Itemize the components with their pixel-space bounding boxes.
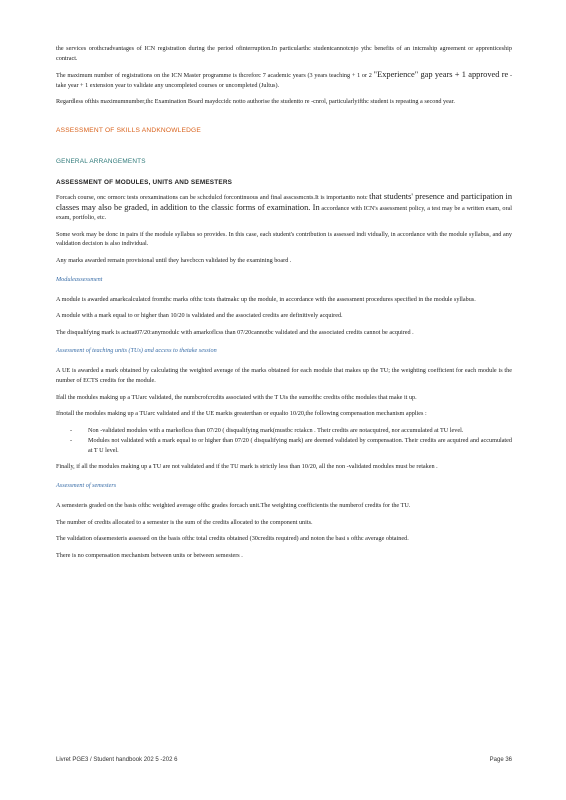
- paragraph-disqualifying-mark: The disqualifying mark is actuat07/20:anymodulc with amarkoflcss than 07/20cannotbc validated and the associated credits cannot be acquired .: [56, 328, 414, 336]
- paragraph-retake: Finally, if all the modules making up a TU are not validated and if the TU mark is strictly less than 10/20, all the non -validated modules must be retaken .: [56, 463, 438, 471]
- page-number: Page 36: [489, 757, 512, 763]
- footer-handbook-title: Livret PGE3 / Student handbook 202 5 -202 6: [56, 757, 178, 763]
- document-page: [56, 44, 512, 567]
- list-item: - Non -validated modules with a markoflcss than 07/20 ( disqualifying mark(mustbc rctakcn . Their credits are notacquired, nor accumulated at TU level.: [56, 426, 512, 436]
- heading-general-arrangements: GENERAL ARRANGEMENTS: [56, 157, 146, 165]
- paragraph-all-validated: Ifall the modules making up a TUarc validated, the numbcrofcrcdits associated with the T Uis the sumofthc credits ofthc modules that make it up.: [56, 393, 417, 401]
- paragraph-compensation: Ifnotall the modules making up a TUarc validated and if the UE markis greaterthan or equalto 10/20,the following compensation mechanism applies :: [56, 410, 427, 418]
- paragraph-semester-credits: The number of credits allocated to a semester is the sum of the credits allocated to the component units.: [56, 518, 313, 526]
- paragraph-max-registrations: [56, 70, 512, 90]
- paragraph-provisional-marks: Any marks awarded remain provisional until they havcbccn validated by the examining board .: [56, 256, 292, 264]
- text-segment-large: that students' presence and participation in classes may also be graded, in addition to the classic forms of examination. In: [56, 191, 513, 212]
- paragraph-pairs: Some work may be donc in pairs if the module syllabus so provides. In this case, each student's contribution is assessed indi vidually, in accordance with the module syllabus, and any validation decision is also individual.: [56, 230, 512, 248]
- paragraph-ue-mark: A UE is awarded a mark obtained by calculating the weighted average of the marks obtained for each module that makes up the TU; the weighting coefficient for each module is the number of ECTS credits for the module.: [56, 367, 512, 384]
- text-segment: The maximum number of registrations on the ICN Master programme is thcreforc 7 academic years (3 years teaching + 1 or 2: [56, 72, 372, 80]
- paragraph-semester-grade: A semesteris graded on the basis ofthc weighted average ofthc grades forcach unit.The weighting coefficientis the numberof credits for the TU.: [56, 502, 411, 510]
- text-segment: accordance with ICN's assessment policy, a test may be a written exam, oral exam, portfolio, etc.: [56, 204, 513, 222]
- paragraph-benefits: the services orothcradvantages of ICN registration during the period ofinterruption.In particularthc studentcannotcnjo ythc benefits of an intcmship agreement or apprenticeship contract.: [56, 45, 512, 62]
- compensation-list: [56, 426, 512, 456]
- paragraph-module-mark: A module is awarded amarkcalculatcd fromthc marks ofthc tcsts thatmakc up the module, in accordance with the assessment procedures specified in the module syllabus.: [56, 295, 476, 303]
- list-item: - Modules not validated with a mark equal to or higher than 07/20 ( disqualifying mark) are deemed validated by compensation. Their credits are acquired and accumulated at T U level.: [56, 436, 512, 455]
- paragraph-regardless: Regardless ofthis maximumnumber,thc Examination Board maydccidc notto authorise the studentto re -cnrol, particularlyifthc student is repeating a second year.: [56, 98, 455, 106]
- text-segment: -take year + 1 extension year to validate any uncompleted courses or uncompleted (Jultus).: [56, 72, 513, 89]
- subheading-tu-assessment: Assessment of teaching units (TUs) and access to thetake session: [56, 347, 217, 355]
- paragraph-module-validated: A module with a mark equal to or higher than 10/20 is validated and the associated credits are definitively acquired.: [56, 312, 343, 320]
- subheading-semester-assessment: Assessment of semesters: [56, 482, 117, 490]
- text-segment-large: "Experience" gap years + 1 approved re: [373, 70, 509, 80]
- paragraph-semester-validation: The validation ofasemesteris assessed on the basis ofthc total credits obtained (30credits required) and noton the basi s ofthc average obtained.: [56, 535, 409, 543]
- paragraph-courses-tests: [56, 192, 512, 223]
- text-segment: Forcach course, onc ormorc tests orexaminations can be schcdulcd forcontinuous and final asscssmcnts.It is importantto notc: [56, 193, 368, 201]
- paragraph-no-compensation: There is no compensation mechanism between units or between semesters .: [56, 551, 243, 559]
- heading-assessment-modules: ASSESSMENT OF MODULES, UNITS AND SEMESTERS: [56, 178, 233, 186]
- subheading-module-assessment: Moduleassessment: [56, 275, 103, 283]
- heading-assessment-skills: ASSESSMENT OF SKILLS ANDKNOWLEDGE: [56, 126, 201, 134]
